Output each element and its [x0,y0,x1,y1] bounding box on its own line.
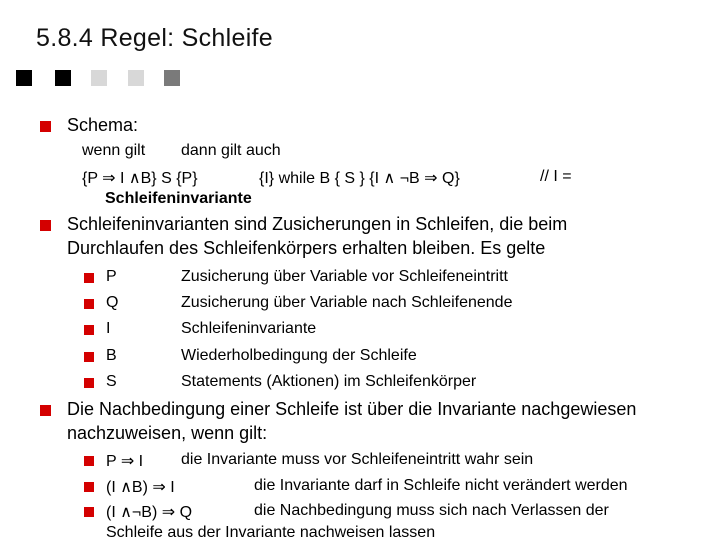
bullet-icon [84,507,94,517]
header-square [16,70,32,86]
bullet-icon [84,378,94,388]
page-title: 5.8.4 Regel: Schleife [36,24,274,52]
header-square [128,70,144,86]
schema-invariant-label: Schleifeninvariante [105,190,252,207]
symbol-label: P [106,268,117,285]
para3-line2: nachzuweisen, wenn gilt: [67,423,268,443]
symbol-description: Schleifeninvariante [181,320,317,338]
condition-expression: (I ∧¬B) ⇒ Q [106,504,193,521]
symbol-description: Statements (Aktionen) im Schleifenkörper [181,372,477,390]
condition-description: die Invariante muss vor Schleifeneintritt wahr sein [181,451,534,468]
symbol-description: Zusicherung über Variable vor Schleifeneintritt [181,268,508,285]
header-square [91,70,107,86]
condition-expression: P ⇒ I [106,453,144,470]
symbol-label: Q [106,294,119,312]
bullet-icon [40,405,51,416]
bullet-icon [84,482,94,492]
para2-line1: Schleifeninvarianten sind Zusicherungen in Schleifen, die beim [67,214,568,234]
symbol-label: S [106,372,117,390]
symbol-description: Wiederholbedingung der Schleife [181,346,417,364]
schema-wenn-gilt: wenn gilt [82,142,146,159]
bullet-icon [40,220,51,231]
schema-conclusion: {I} while B { S } {I ∧ ¬B ⇒ Q} [259,170,460,187]
schema-premise: {P ⇒ I ∧B} S {P} [82,170,198,187]
symbol-label: B [106,346,117,364]
header-square [164,70,180,86]
condition-description: die Nachbedingung muss sich nach Verlassen der [254,502,609,519]
schema-comment: // I = [540,168,572,185]
condition-description: die Invariante darf in Schleife nicht verändert werden [254,476,628,494]
symbol-description: Zusicherung über Variable nach Schleifenende [181,294,513,312]
schema-dann-gilt-auch: dann gilt auch [181,142,281,159]
bullet-icon [84,273,94,283]
symbol-label: I [106,320,111,338]
header-square [55,70,71,86]
bullet-icon [84,325,94,335]
schema-heading: Schema: [67,115,139,135]
bullet-icon [40,121,51,132]
condition-expression: (I ∧B) ⇒ I [106,478,175,496]
bullet-icon [84,352,94,362]
bullet-icon [84,456,94,466]
para3-line1: Die Nachbedingung einer Schleife ist über die Invariante nachgewiesen [67,399,637,419]
bullet-icon [84,299,94,309]
para3-continuation: Schleife aus der Invariante nachweisen lassen [106,524,436,541]
para2-line2: Durchlaufen des Schleifenkörpers erhalten bleiben. Es gelte [67,238,546,258]
